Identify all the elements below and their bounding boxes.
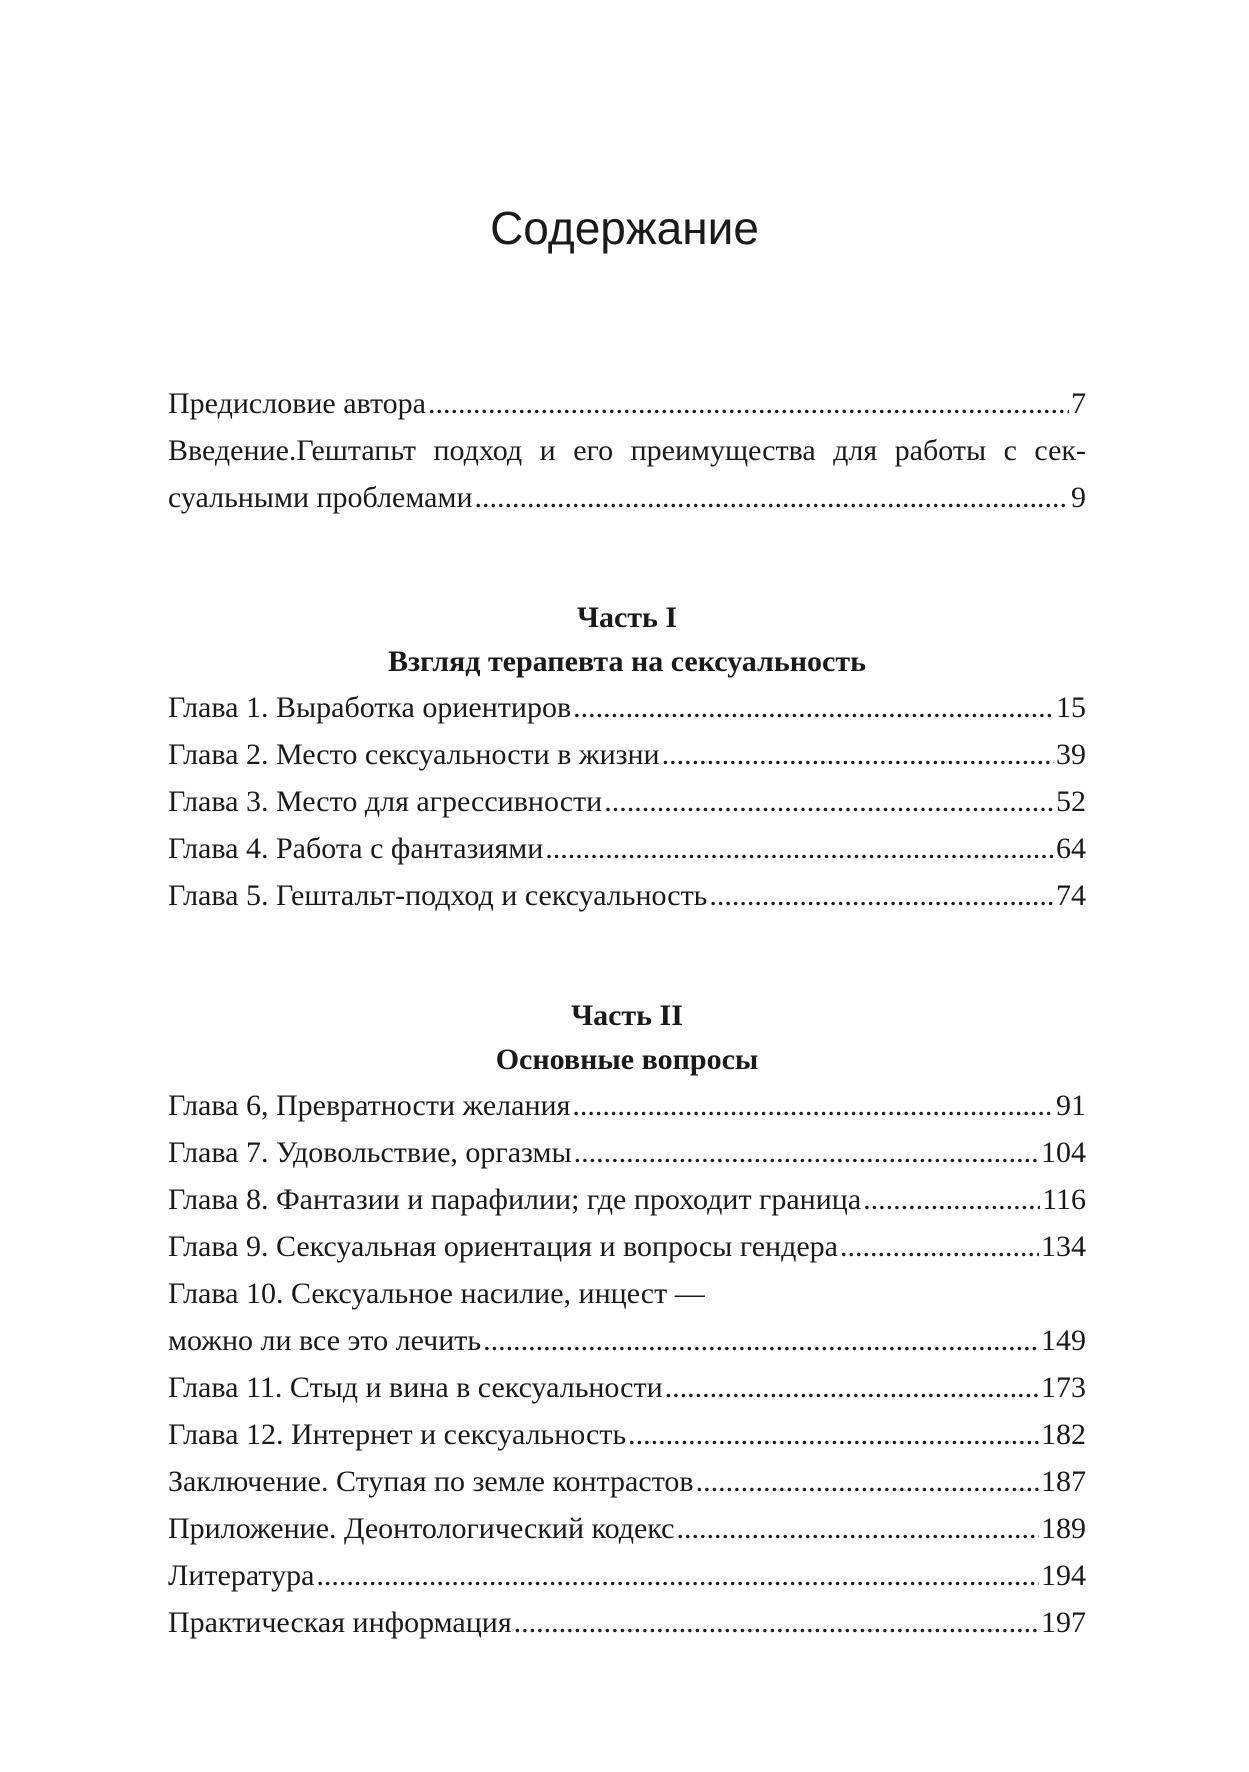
toc-entry-page: 149 (1041, 1324, 1086, 1357)
toc-entry-title: Приложение. Деонтологический кодекс (168, 1512, 675, 1545)
toc-entry-page: 194 (1041, 1559, 1086, 1592)
toc-entry[interactable] (168, 1176, 1086, 1223)
toc-entry[interactable] (168, 1223, 1086, 1270)
toc-entry-title: Глава 6, Превратности желания (168, 1089, 571, 1122)
toc-entry-page: 74 (1056, 879, 1086, 912)
part-subtitle: Взгляд терапевта на сексуальность (388, 645, 866, 678)
toc-entry[interactable] (168, 1458, 1086, 1505)
table-of-contents (168, 380, 1086, 1646)
toc-entry[interactable] (168, 1552, 1086, 1599)
dot-leader (665, 1364, 1039, 1411)
toc-entry-page: 197 (1041, 1606, 1086, 1639)
part-subtitle: Основные вопросы (495, 1043, 759, 1076)
part-heading: Часть I (576, 601, 678, 634)
toc-entry-page: 7 (1071, 387, 1086, 420)
toc-entry-title: Глава 11. Стыд и вина в сексуальности (168, 1371, 663, 1404)
toc-entry-title: Глава 9. Сексуальная ориентация и вопросы гендера (168, 1230, 838, 1263)
toc-entry-page: 15 (1056, 691, 1086, 724)
toc-entry-title: Глава 7. Удовольствие, оргазмы (168, 1136, 572, 1169)
toc-entry-title-line-2: можно ли все это лечить (168, 1324, 482, 1357)
toc-entry[interactable] (168, 1129, 1086, 1176)
toc-entry-title-line-1: Введение.Гештапьт подход и его преимущества для работы с сек- (168, 434, 1086, 467)
dot-leader (545, 825, 1054, 872)
dot-leader (316, 1552, 1039, 1599)
toc-entry-title: Глава 2. Место сексуальности в жизни (168, 738, 660, 771)
toc-entry-title: Предисловие автора (168, 387, 426, 420)
toc-entry-title: Глава 12. Интернет и сексуальность (168, 1418, 627, 1451)
toc-entry-page: 9 (1071, 481, 1086, 514)
dot-leader (676, 1505, 1039, 1552)
toc-entry[interactable] (168, 1364, 1086, 1411)
toc-entry-page: 104 (1041, 1136, 1086, 1169)
toc-entry-introduction[interactable] (168, 427, 1086, 521)
dot-leader (696, 1458, 1039, 1505)
toc-entry-page: 91 (1056, 1089, 1086, 1122)
dot-leader (475, 474, 1070, 521)
toc-entry-title-line-2: суальными проблемами (168, 481, 473, 514)
toc-entry-title: Заключение. Ступая по земле контрастов (168, 1465, 694, 1498)
toc-entry-title: Глава 3. Место для агрессивности (168, 785, 603, 818)
dot-leader (840, 1223, 1039, 1270)
toc-entry-title: Глава 8. Фантазии и парафилии; где проходит граница (168, 1183, 862, 1216)
toc-entry-page: 134 (1041, 1230, 1086, 1263)
dot-leader (604, 778, 1054, 825)
toc-entry-page: 189 (1041, 1512, 1086, 1545)
toc-entry-title: Глава 1. Выработка ориентиров (168, 691, 572, 724)
toc-entry[interactable] (168, 684, 1086, 731)
toc-entry-page: 116 (1042, 1183, 1086, 1216)
dot-leader (709, 872, 1054, 919)
dot-leader (483, 1317, 1039, 1364)
dot-leader (863, 1176, 1040, 1223)
dot-leader (573, 684, 1054, 731)
toc-entry-title: Литература (168, 1559, 315, 1592)
toc-entry-title: Глава 4. Работа с фантазиями (168, 832, 544, 865)
toc-entry[interactable] (168, 778, 1086, 825)
part-heading: Часть II (571, 999, 683, 1032)
page-title: Содержание (490, 202, 759, 254)
toc-entry-title: Глава 5. Гештальт-подход и сексуальность (168, 879, 708, 912)
toc-entry[interactable] (168, 1505, 1086, 1552)
dot-leader (574, 1129, 1039, 1176)
toc-entry[interactable] (168, 731, 1086, 778)
toc-entry-page: 39 (1056, 738, 1086, 771)
toc-entry[interactable] (168, 872, 1086, 919)
toc-entry-page: 182 (1041, 1418, 1086, 1451)
dot-leader (514, 1599, 1039, 1646)
toc-entry[interactable] (168, 825, 1086, 872)
toc-entry[interactable] (168, 1411, 1086, 1458)
toc-entry[interactable] (168, 1599, 1086, 1646)
toc-entry-page: 187 (1041, 1465, 1086, 1498)
toc-entry[interactable] (168, 1270, 1086, 1364)
toc-entry-title-line-1: Глава 10. Сексуальное насилие, инцест — (168, 1277, 705, 1310)
toc-entry[interactable] (168, 1082, 1086, 1129)
dot-leader (572, 1082, 1054, 1129)
dot-leader (428, 380, 1069, 427)
dot-leader (628, 1411, 1039, 1458)
toc-entry-page: 173 (1041, 1371, 1086, 1404)
toc-entry-page: 52 (1056, 785, 1086, 818)
toc-entry-page: 64 (1056, 832, 1086, 865)
dot-leader (662, 731, 1054, 778)
toc-entry-title: Практическая информация (168, 1606, 512, 1639)
toc-entry-preface[interactable] (168, 380, 1086, 427)
